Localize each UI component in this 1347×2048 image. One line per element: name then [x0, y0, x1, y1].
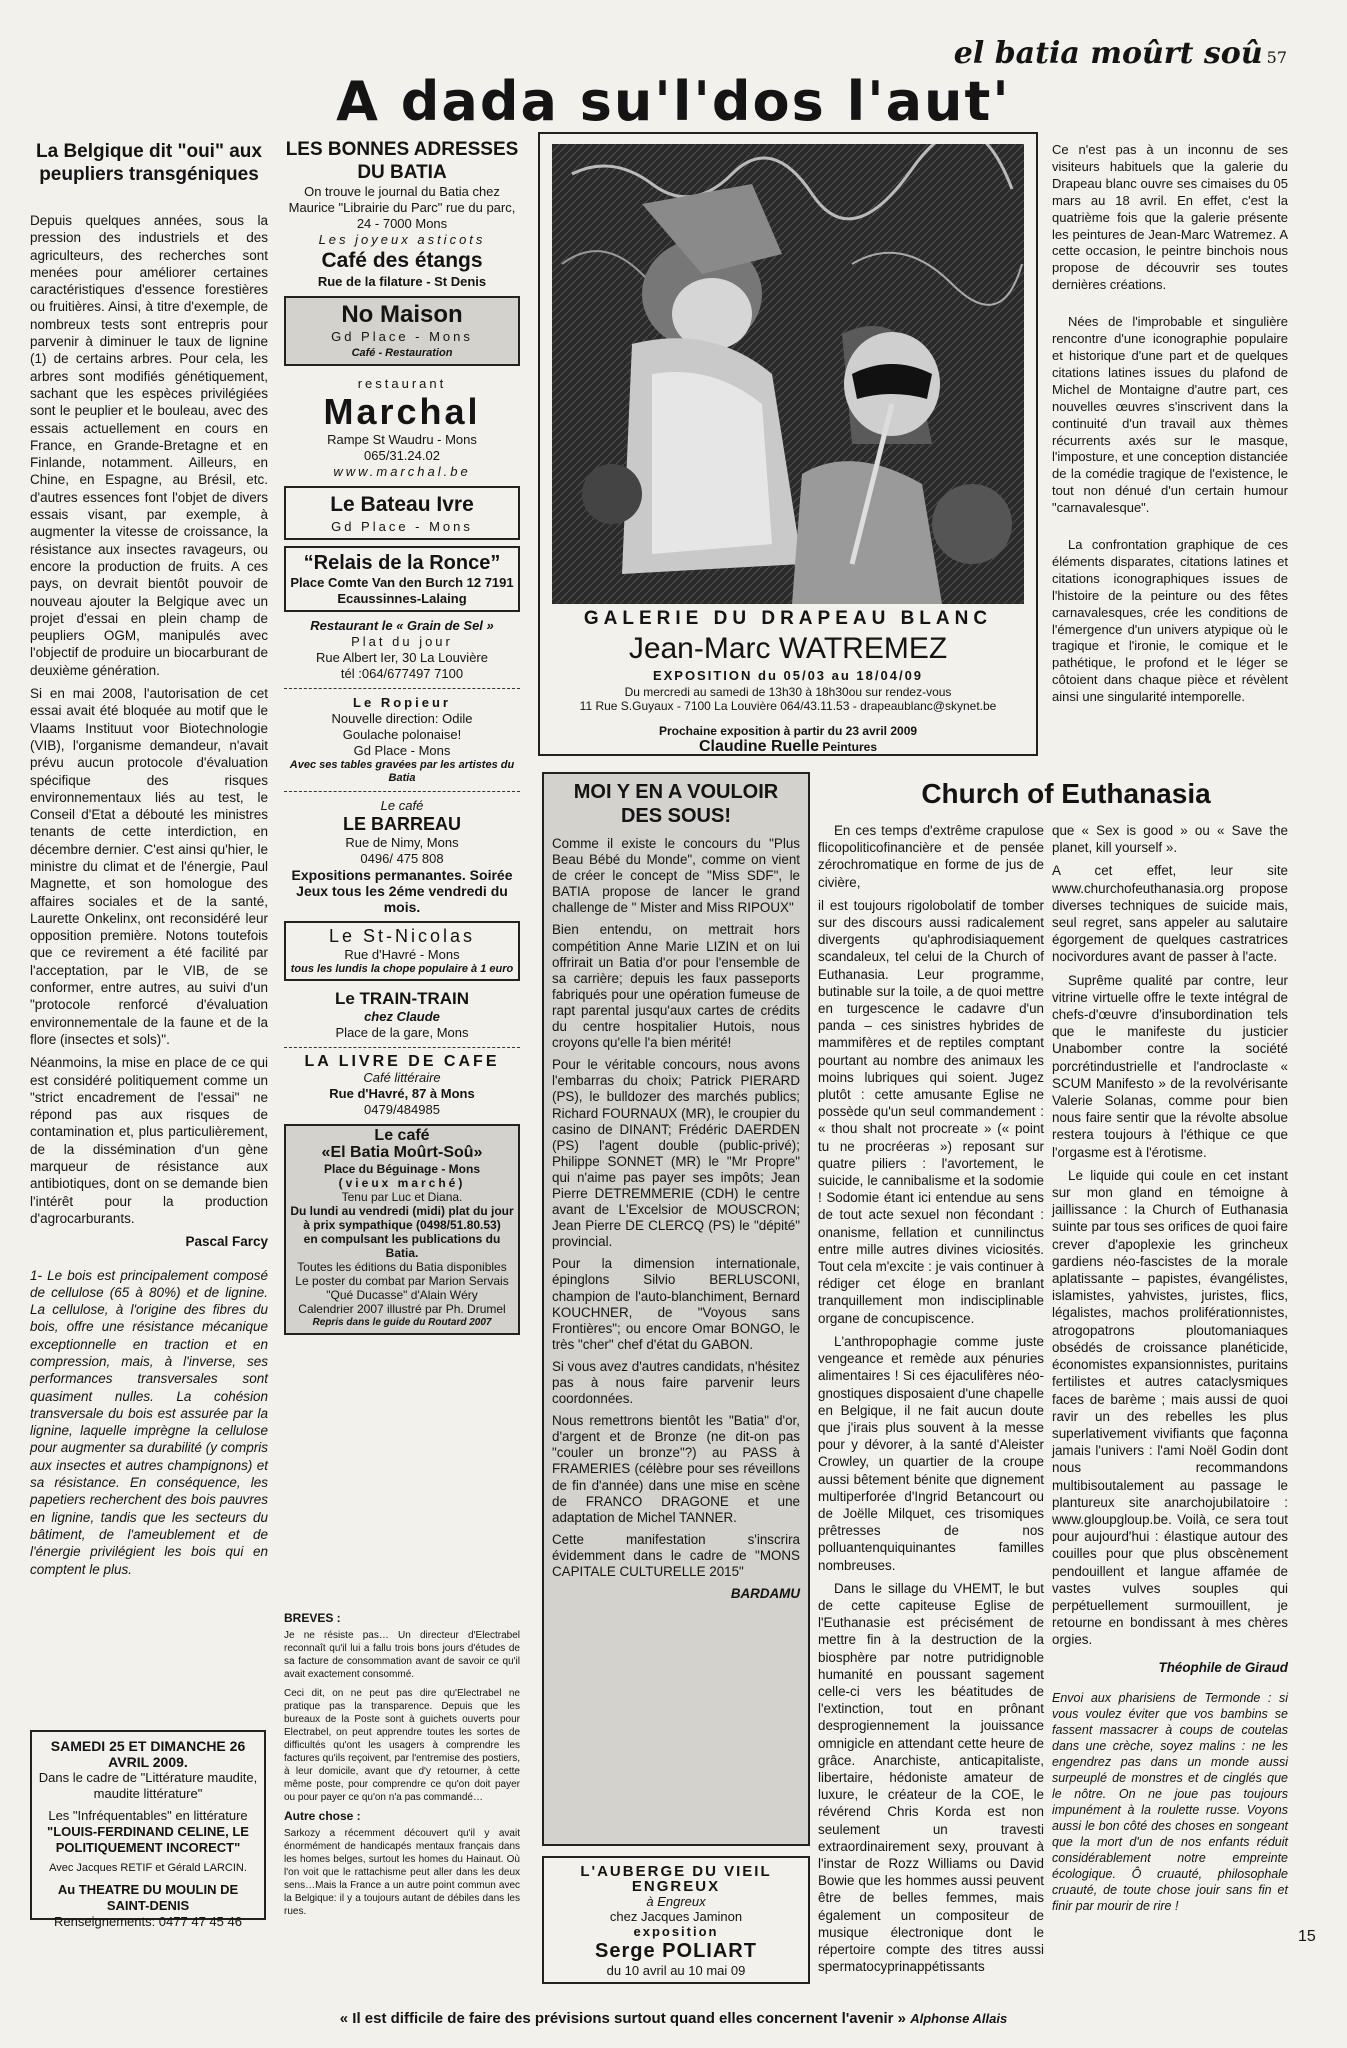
- marchal-web: www.marchal.be: [333, 464, 471, 479]
- livre-sub: Café littéraire: [363, 1070, 441, 1085]
- batia-ducasse: "Qué Ducasse" d'Alain Wéry: [326, 1288, 478, 1302]
- livre-tel: 0479/484985: [364, 1102, 440, 1117]
- church-paragraph: L'anthropophagie comme juste vengeance et remède aux pénuries alimentaires ! Si ces éjaculifères néo-gnostiques disposaient d'une chapelle en Belgique, il ne fait aucun doute que j'irais plus souvent à la messe pour y dévorer, à la santé d'Aleister Crowley, un quartier de la croupe aussi bêtement bénite que dignement multiperforée d'Ingrid Betancourt ou de Joëlle Milquet, ces trisomiques prêtresses de nos polluantenquiquinantes familles nombreuses.: [818, 1333, 1044, 1573]
- infq-date: SAMEDI 25 ET DIMANCHE 26 AVRIL 2009.: [50, 1738, 246, 1770]
- church-column-1: [818, 822, 1044, 1981]
- breves: [284, 1608, 520, 1924]
- batia-editions: Toutes les éditions du Batia disponibles: [297, 1260, 507, 1274]
- ropieur-name: Le Ropieur: [353, 695, 451, 710]
- cafe-etangs: Café des étangs: [321, 249, 483, 272]
- nomaison-name: No Maison: [341, 301, 463, 328]
- breves-paragraph: Sarkozy a récemment découvert qu'il y avait énormément de handicapés mentaux français dans les homes belges, surtout les homes du Hainaut. Où l'on voit que le rattachisme peut aller dans les deux sens…Mais la France a un autre point commun avec la Belgique: il y a toujours autant de débiles dans les rues.: [284, 1828, 520, 1917]
- watremez-paragraph: La confrontation graphique de ces éléments disparates, citations latines et citations iconographiques issues de l'histoire de la peinture ou des fêtes carnavalesques, crée les conditions de l'émergence d'un univers atypique où le tragique et l'ironie, le comique et le pathétique, le profond et le léger se côtoient dans chaque pièce et révèlent ainsi une singularité intemporelle.: [1052, 537, 1288, 705]
- church-paragraph: Le liquide qui coule en cet instant sur mon gland en témoigne à jaillissance : la Church of Euthanasia suinte par tous ses orifices de quoi faire crever d'apoplexie les grincheux gardiens néo-fascistes de la morale aplatissante – papistes, évangélistes, islamistes, yahvistes, juristes, flics, légalistes, machos proliférationnistes, atrogopatrons ploutomaniaques obsédés de croissance planéticide, économistes expansionnistes, puritains fertilistes et autres cataclysmiques faces de barème ; mais aussi de quoi ravir un des rebelles les plus superlativement vivifiants que façonna jamais l'univers : l'ami Noël Godin dont nous recommandons multibisoutalement au passage le plantureux site anarchojubilatoire : www.gloupgloup.be. Voilà, ce sera tout pour aujourd'hui : élastique autour des couilles pour que plus obscènement pendouillent et langue affamée de vastes vulves souples qui perpétuellement surmouillent, je retourne en bondissant à mes chères orgies.: [1052, 1167, 1288, 1648]
- batia-calendar: Calendrier 2007 illustré par Ph. Drumel: [298, 1302, 506, 1316]
- moi-paragraph: Bien entendu, on mettrait hors compétition Anne Marie LIZIN et on lui offrirait un Batia d'or pour l'ensemble de sa carrière; depuis les faux passeports fabriqués pour une opération fumeuse de rapt parental jusqu'aux cartes de crédits du centre hospitalier Hutois, nous croyons qu'elle l'a bien mérité!: [552, 922, 800, 1051]
- galerie-box: [538, 132, 1038, 756]
- barreau-name: LE BARREAU: [342, 814, 461, 834]
- breves-paragraph: Ceci dit, on ne peut pas dire qu'Electrabel ne pratique pas la transparence. Depuis que les bureaux de la Poste sont à guichets ouverts pour Electrabel, on peut apprendre toutes les sortes de difficultés qu'ont les usagers à comprendre les factures qu'ils reçoivent, par l'entremise des postiers, à leur domicile, avant que d'y retourner, à cette même poste, pour comprendre ce qu'on doit payer ou pour payer ce qu'on n'a pas commandé…: [284, 1688, 520, 1803]
- church-paragraph: A cet effet, leur site www.churchofeuthanasia.org propose diverses techniques de suicide mais, seul regret, sans appeler au salutaire égorgement de quelques castratrices nocivordures avant de passer à l'acte.: [1052, 863, 1288, 965]
- relais-name: “Relais de la Ronce”: [303, 552, 501, 574]
- divider: [284, 688, 520, 689]
- belgique-paragraph: Depuis quelques années, sous la pression des industriels et des agriculteurs, des recherches sont menées pour améliorer certaines caractéristiques d'essence forestières ou fruitières. Ainsi, à titre d'exemple, de nombreux tests sont entrepris pour parvenir à diminuer le taux de lignine (1) de certains arbres. Pour cela, les arbres sont modifiés génétiquement, sachant que les espèces privilégiées sont le peuplier et le bouleau, avec des essais actuellement en cours en France, en Grande-Bretagne et en Finlande, notamment. Ailleurs, en Chine, en Espagne, au Brésil, etc. d'autres essences font l'objet de divers essais visant, par exemple, à augmenter la vitesse de croissance, la résistance aux insectes ravageurs, ou encore la production de fruits. A ces pays, on devrait bientôt pouvoir de nouveau ajouter la Belgique avec un projet d'essai en plein champ de peupliers OGM, manipulés avec l'objectif de produire un biocarburant de deuxième génération.: [30, 213, 268, 678]
- batia-address: Place du Béguinage - Mons: [323, 1162, 481, 1176]
- batia-vieux: (vieux marché): [338, 1176, 466, 1190]
- train-address: Place de la gare, Mons: [335, 1025, 469, 1040]
- painting-image: [552, 144, 1024, 604]
- galerie-next: [540, 724, 1036, 755]
- relais-box: [284, 546, 520, 612]
- batia-routard: Repris dans le guide du Routard 2007: [312, 1317, 492, 1328]
- belgique-paragraph: Si en mai 2008, l'autorisation de cet essai avait été bloquée au motif que le Vlaams Instituut voor Biotechnologie (VIB), l'organisme demandeur, n'avait prévu aucun protocole d'évaluation spécifique des risques environnementaux liés au test, le Conseil d'Etat a débouté les ministres tenants de cette interdiction, en décembre dernier. C'est ainsi qu'hier, le ministre du climat et de l'énergie, Paul Magnette, et son homologue des affaires sociales et de la santé, Laurette Onkelinx, ont reconsidéré leur opposition première. Notons toutefois que ce revirement a été facilité par l'acceptation, par le VIB, de se conformer, entre autres, au suivi d'un "protocole renforcé d'évaluation environnementale de la faune et de la flore (insectes et sols)".: [30, 686, 268, 1047]
- barreau-tel: 0496/ 475 808: [360, 851, 444, 866]
- train-name: Le TRAIN-TRAIN: [334, 989, 470, 1008]
- page-headline: A dada su'l'dos l'aut': [336, 70, 1011, 133]
- auberge-place: à Engreux: [646, 1894, 706, 1909]
- barreau-expo: Expositions permanantes. Soirée Jeux tous les 2éme vendredi du mois.: [291, 867, 513, 915]
- page-number: 57: [1266, 48, 1287, 67]
- breves-title: BREVES :: [284, 1611, 341, 1625]
- moi-paragraph: Pour la dimension internationale, épinglons Silvio BERLUSCONI, champion de l'auto-blanchiment, Bernard KOUCHNER, de "Voyous sans Frontières"; ou encore Omar BONGO, le très "cher" chef d'état du GABON.: [552, 1256, 800, 1352]
- livre-address: Rue d'Havré, 87 à Mons: [329, 1086, 475, 1101]
- galerie-expo: EXPOSITION du 05/03 au 18/04/09: [652, 668, 924, 683]
- train-chez: chez Claude: [364, 1009, 440, 1024]
- church-paragraph: il est toujours rigolobolatif de tomber sur des discours aussi radicalement divergents qu'aphrodisiaquement scandaleux, tel celui de la Church of Euthanasia. Leur programme, butinable sur la toile, a de quoi mettre en turgescence le cadavre d'un panda – ces sinistres hybrides de mammifères et de reptiles comptant pourtant au nombre des animaux les moins lubriques qui soient. Jugez plutôt : cette amusante Eglise ne possède qu'un seul commandement : « thou shalt not procreate » (« point tu ne procréeras ») reposant sur quatre piliers : l'avortement, le suicide, le cannibalisme et la sodomie ! Sodomie étant ici entendue au sens de tout acte sexuel non fécondant : onanisme, fellation et cunnilinctus entre mille autres divines viciosités. Tout cela m'excite : je vais continuer à rédiger cet éloge en branlant tranquillement mon indisciplinable organe de concupiscence.: [818, 897, 1044, 1326]
- barreau-label: Le café: [380, 798, 424, 813]
- belgique-article: [30, 140, 268, 1584]
- bateau-box: [284, 486, 520, 540]
- church-title: Church of Euthanasia: [921, 778, 1211, 809]
- church-column-2: [1052, 822, 1288, 1920]
- moi-paragraph: Comme il existe le concours du "Plus Beau Bébé du Monde", comme on vient de créer le concept de "Miss SDF", le BATIA propose de lancer le grand challenge de " Mister and Miss RIPOUX": [552, 836, 800, 916]
- church-author: Théophile de Giraud: [1158, 1659, 1288, 1675]
- grain-plat: Plat du jour: [351, 634, 453, 649]
- infq-line: Avec Jacques RETIF et Gérald LARCIN.: [49, 1862, 247, 1874]
- marchal-address: Rampe St Waudru - Mons: [327, 432, 477, 447]
- batia-tenu: Tenu par Luc et Diana.: [341, 1190, 463, 1204]
- belgique-paragraph: Néanmoins, la mise en place de ce qui est considéré politiquement comme un "strict encadrement de l'essai" ne répond pas aux risques de contamination et, plus particulièrement, de la dissémination d'un gène marqueur de résistance aux antibiotiques, dont on se demande bien l'intérêt pour la production d'agrocarburants.: [30, 1055, 268, 1226]
- stnicolas-address: Rue d'Havré - Mons: [344, 947, 460, 962]
- bateau-name: Le Bateau Ivre: [330, 493, 474, 516]
- belgique-footnote: 1- Le bois est principalement composé de cellulose (65 à 80%) et de lignine. La cellulose, à l'origine des fibres du bois, offre une résistance mécanique exceptionnelle en traction et en compression, mais, à l'inverse, ses performances transversales sont quasiment nulles. La cohésion transversale du bois est assurée par la lignine, laquelle imprègne la cellulose pour augmenter sa durabilité (y compris aux insectes et autres champignons) et sa résistance. En conséquence, les papetiers recherchent des bois pauvres en lignine, tandis que les secteurs du bâtiment, de l'ameublement et de l'énergie privilégient les bois qui en comptent le plus.: [30, 1267, 268, 1577]
- grain-name: Restaurant le « Grain de Sel »: [310, 618, 494, 633]
- nomaison-address: Gd Place - Mons: [331, 329, 473, 344]
- divider: [284, 1047, 520, 1048]
- moi-paragraph: Pour le véritable concours, nous avons l'embarras du choix; Patrick PIERARD (PS), le bulldozer des marchés publics; Richard FOURNAUX (MR), le croupier du casino de DINANT; Frédéric DAERDEN (PS) l'agent double (public-privé); Philippe SONNET (MR) le "Mr Propre" qui n'aime pas payer ses impôts; Jean Pierre DETREMMERIE (CDH) le centre avant de L'Excelsior de MOUSCRON; Jean Pierre DE CLERCQ (PS) le "dépité" provincial.: [552, 1057, 800, 1250]
- watremez-paragraph: Ce n'est pas à un inconnu de ses visiteurs habituels que la galerie du Drapeau blanc ouvre ses cimaises du 05 mars au 18 avril. En effet, c'est la quatrième fois que la galerie présente les peintures de Jean-Marc Watremez. A cette occasion, le peintre binchois nous propose de découvrir ses toutes dernières créations.: [1052, 142, 1288, 293]
- grain-tel: tél :064/677497 7100: [340, 666, 464, 681]
- stnicolas-sub: tous les lundis la chope populaire à 1 euro: [290, 963, 514, 975]
- moi-article: [542, 772, 810, 1846]
- moi-paragraph: Cette manifestation s'inscrira évidemment dans le cadre de "MONS CAPITALE CULTURELLE 2015": [552, 1531, 800, 1580]
- newspaper-brand: el batia moûrt soû 57: [953, 36, 1287, 71]
- adresses-title: LES BONNES ADRESSES DU BATIA: [285, 139, 519, 183]
- livre-name: LA LIVRE DE CAFE: [304, 1053, 500, 1070]
- moi-paragraph: Nous remettrons bientôt les "Batia" d'or, d'argent et de Bronze (ne dit-on pas "couler un bronze"?) au PASS à FRAMERIES (célèbre pour ses réveillons de fin d'année) dans une mise en scène de FRANCO DRAGONE et une adaptation de Michel TANNER.: [552, 1413, 800, 1525]
- marchal-name: Marchal: [323, 391, 481, 432]
- batia-poster: Le poster du combat par Marion Servais: [295, 1274, 509, 1288]
- auberge-title: L'AUBERGE DU VIEIL ENGREUX: [580, 1863, 772, 1895]
- watremez-paragraph: Nées de l'improbable et singulière rencontre d'une iconographie populaire et historique d'une part et de quelques citations latines issues du plafond de Michel de Montaigne d'autre part, ces nouvelles œuvres s'inscrivent dans la continuité d'un travail aux thèmes récurrents axés sur le masque, l'imposture, et une conception distanciée de la comédie tragique de l'existence, le tout non dénué d'un certain humour "carnavalesque".: [1052, 314, 1288, 516]
- belgique-title: La Belgique dit "oui" aux peupliers transgéniques: [36, 141, 262, 185]
- galerie-next-artist: Claudine Ruelle: [698, 738, 819, 755]
- auberge-dates: du 10 avril au 10 mai 09: [606, 1963, 746, 1978]
- bateau-address: Gd Place - Mons: [331, 519, 473, 534]
- galerie-details: [540, 685, 1036, 713]
- auberge-chez: chez Jacques Jaminon: [609, 1909, 743, 1924]
- divider: [284, 791, 520, 792]
- quote-text: « Il est difficile de faire des prévisions surtout quand elles concernent l'avenir »: [339, 2010, 907, 2027]
- ropieur-goulache: Goulache polonaise!: [342, 727, 462, 742]
- infq-line: Dans le cadre de "Littérature maudite, maudite littérature": [38, 1770, 258, 1801]
- grain-address: Rue Albert Ier, 30 La Louvière: [315, 650, 488, 665]
- stnicolas-box: [284, 921, 520, 981]
- breves-subtitle: Autre chose :: [284, 1809, 361, 1823]
- infq-line: "LOUIS-FERDINAND CELINE, LE POLITIQUEMENT INCORECT": [47, 1824, 249, 1855]
- auberge-expo: exposition: [633, 1924, 719, 1939]
- marchal-tel: 065/31.24.02: [364, 448, 440, 463]
- galerie-address: 11 Rue S.Guyaux - 7100 La Louvière 064/43.11.53 - drapeaublanc@skynet.be: [579, 699, 997, 713]
- ropieur-direction: Nouvelle direction: Odile: [331, 711, 473, 726]
- quote-author: Alphonse Allais: [910, 2011, 1008, 2026]
- ropieur-tables: Avec ses tables gravées par les artistes du Batia: [289, 759, 515, 784]
- church-paragraph: En ces temps d'extrême crapulose flicopoliticofinancière et de pensée zérochromatique en forme de jus de civière,: [818, 823, 1044, 890]
- relais-address: Place Comte Van den Burch 12 7191 Ecaussinnes-Lalaing: [290, 575, 514, 606]
- etangs-address: Rue de la filature - St Denis: [317, 274, 487, 289]
- batia-lundi: Du lundi au vendredi (midi) plat du jour à prix sympathique (0498/51.80.53): [290, 1204, 514, 1232]
- galerie-title: GALERIE DU DRAPEAU BLANC: [583, 608, 993, 629]
- barreau-address: Rue de Nimy, Mons: [345, 835, 459, 850]
- infq-line: Renseignements: 0477 47 45 46: [54, 1914, 242, 1929]
- footer-quote: [0, 2010, 1347, 2027]
- moi-author: BARDAMU: [730, 1586, 800, 1602]
- church-paragraph: Suprême qualité par contre, leur vitrine virtuelle offre le texte intégral de chefs-d'œuvre d'insubordination tels que le manifeste du justicier Unabomber contre la société porcrétindustrielle et l'androclaste « SCUM Manifesto » de la revolvérisante Valerie Solanas, comme pour bien nous faire sentir que la révolte absolue restera toujours à l'éthique ce que l'orgasme est à l'érotisme.: [1052, 972, 1288, 1160]
- galerie-hours: Du mercredi au samedi de 13h30 à 18h30ou sur rendez-vous: [624, 685, 952, 699]
- ropieur-address: Gd Place - Mons: [353, 743, 451, 758]
- galerie-next-label: Prochaine exposition à partir du 23 avril 2009: [658, 724, 918, 738]
- nomaison-sub: Café - Restauration: [351, 347, 453, 359]
- infq-line: Au THEATRE DU MOULIN DE SAINT-DENIS: [57, 1882, 239, 1913]
- restaurant-label: restaurant: [357, 376, 447, 391]
- bonnes-adresses: [284, 138, 520, 1341]
- auberge-box: [542, 1856, 810, 1984]
- asticots: Les joyeux asticots: [318, 232, 486, 247]
- nomaison-box: [284, 296, 520, 366]
- infrequentables-box: [30, 1730, 266, 1929]
- batia-compul: en compulsant les publications du Batia.: [303, 1232, 501, 1260]
- galerie-next-type: Peintures: [822, 740, 878, 754]
- watremez-article: [1052, 142, 1288, 712]
- auberge-artist: Serge POLIART: [595, 1940, 757, 1962]
- batia-cafe-box: [284, 1124, 520, 1335]
- batia-label: Le café: [374, 1127, 430, 1144]
- moi-title: MOI Y EN A VOULOIR DES SOUS!: [573, 781, 779, 827]
- breves-paragraph: Je ne résiste pas… Un directeur d'Electrabel reconnaît qu'il lui a fallu trois bons jours d'études de sa facture de consommation avant de savoir ce qu'il avait exactement consommé.: [284, 1630, 520, 1680]
- belgique-author: Pascal Farcy: [185, 1234, 268, 1250]
- church-paragraph: Dans le sillage du VHEMT, le but de cette capiteuse Eglise de l'Euthanasie est précisément de mettre fin à la destruction de la biosphère par notre putridignoble humanité en poussant sagement celle-ci vers les béatitudes de l'extinction, tout en prônant desprogiennement la jouissance omnigicle en attendant cette heure de grâce. Anarchiste, anticapitaliste, libertaire, hédoniste amateur de luxure, le créateur de la COE, le révérend Chris Korda est non seulement un travesti extraordinairement sexy, prouvant à l'instar de Rozz Williams ou David Bowie que les hommes aussi peuvent être de belles femmes, mais également un compositeur de musique électronique dont le répertoire compte des titres aussi spermatocyprinappétissants: [818, 1580, 1044, 1975]
- infq-line: Les "Infréquentables" en littérature: [48, 1808, 248, 1823]
- galerie-artist: Jean-Marc WATREMEZ: [628, 632, 948, 665]
- stnicolas-name: Le St-Nicolas: [328, 926, 476, 946]
- moi-paragraph: Si vous avez d'autres candidats, n'hésitez pas à nous faire parvenir leurs coordonnées.: [552, 1358, 800, 1407]
- church-paragraph: que « Sex is good » ou « Save the planet, kill yourself ».: [1052, 823, 1288, 856]
- folio-number: 15: [1298, 1928, 1316, 1945]
- batia-name: «El Batia Moûrt-Soû»: [321, 1144, 483, 1161]
- adresses-intro: On trouve le journal du Batia chez Maurice "Librairie du Parc" rue du parc, 24 - 7000 Mons: [288, 184, 516, 231]
- church-note: Envoi aux pharisiens de Termonde : si vous voulez éviter que vos bambins se fassent massacrer à coups de coutelas dans une crèche, soyez malins : ne les engendrez pas dans un monde aussi surpeuplé de monstres et de cinglés que le nôtre. On ne joue pas toujours impunément à la roulette russe. Voyons aussi le bon côté des choses en songeant que la mort d'un de nos enfants réduit considérablement notre empreinte écologique. Ô cruauté, philosophale cruauté, de toute chose jouir sans fin et finir par mourir de rire !: [1052, 1690, 1288, 1913]
